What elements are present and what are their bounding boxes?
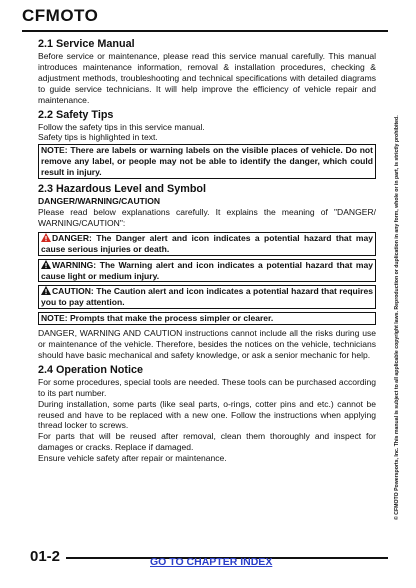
operation-p2: During installation, some parts (like seal parts, o-rings, cotter pins and etc.) cannot be reused and have to be replaced with a new one. Follow the instructions when applying thread locker to screws. xyxy=(38,398,376,431)
page-content xyxy=(38,38,376,464)
caution-icon xyxy=(41,286,51,295)
safety-tips-line1: Follow the safety tips in this service manual. xyxy=(38,121,205,132)
danger-text: DANGER: The Danger alert and icon indicates a potential hazard that may cause serious injuries or death. xyxy=(41,232,373,254)
service-manual-text: Before service or maintenance, please read this service manual carefully. This manual introduces maintenance information, removal & installation procedures, checking & adjustment methods, troubleshooting and technical specifications with detailed diagrams to guide service technicians. It will help improve the efficiency of vehicle repair and maintenance. xyxy=(38,51,376,105)
safety-tips-line2: Safety tips is highlighted in text. xyxy=(38,132,158,143)
safety-note-box: NOTE: There are labels or warning labels on the visible places of vehicle. Do not remove any label, or people may not be able to identify the danger, which could result in injury. xyxy=(38,144,376,179)
caution-text: CAUTION: The Caution alert and icon indicates a potential hazard that requires you to pay attention. xyxy=(41,286,373,308)
hazard-intro: Please read below explanations carefully. It explains the meaning of "DANGER/ WARNING/CAUTION": xyxy=(38,206,376,228)
caution-box xyxy=(38,285,376,309)
section-title-hazard-level: 2.3 Hazardous Level and Symbol xyxy=(38,183,207,196)
hazard-subtitle: DANGER/WARNING/CAUTION xyxy=(38,196,161,207)
page-number: 01-2 xyxy=(30,548,61,565)
copyright-notice: © CFMOTO Powersports, Inc. This manual is subject to all applicable copyright laws. Reproduction or duplication in any form, whole or in part, is strictly prohibited. xyxy=(394,115,400,520)
hazard-closing: DANGER, WARNING AND CAUTION instructions cannot include all the risks during use or maintenance of the vehicle. Therefore, besides the notices on the vehicle, technicians should have basic mechanical and safety knowledge, or ask a senior mechanic for help. xyxy=(38,328,376,360)
warning-text: WARNING: The Warning alert and icon indicates a potential hazard that may cause light or medium injury. xyxy=(41,259,373,281)
section-title-service-manual: 2.1 Service Manual xyxy=(38,38,135,50)
section-title-operation-notice: 2.4 Operation Notice xyxy=(38,363,143,376)
chapter-index-link[interactable]: GO TO CHAPTER INDEX xyxy=(150,556,273,568)
note-box: NOTE: Prompts that make the process simpler or clearer. xyxy=(38,312,376,325)
section-title-safety-tips: 2.2 Safety Tips xyxy=(38,108,114,121)
danger-icon xyxy=(41,233,51,242)
operation-p1: For some procedures, special tools are needed. These tools can be purchased according to its part number. xyxy=(38,376,376,398)
header-rule xyxy=(22,30,388,32)
operation-p4: Ensure vehicle safety after repair or maintenance. xyxy=(38,453,227,464)
brand-logo: CFMOTO xyxy=(22,6,99,25)
operation-p3: For parts that will be reused after removal, clean them thoroughly and inspect for damages or cracks. Replace if damaged. xyxy=(38,431,376,453)
warning-icon xyxy=(41,260,51,269)
warning-box xyxy=(38,259,376,283)
danger-box xyxy=(38,232,376,256)
